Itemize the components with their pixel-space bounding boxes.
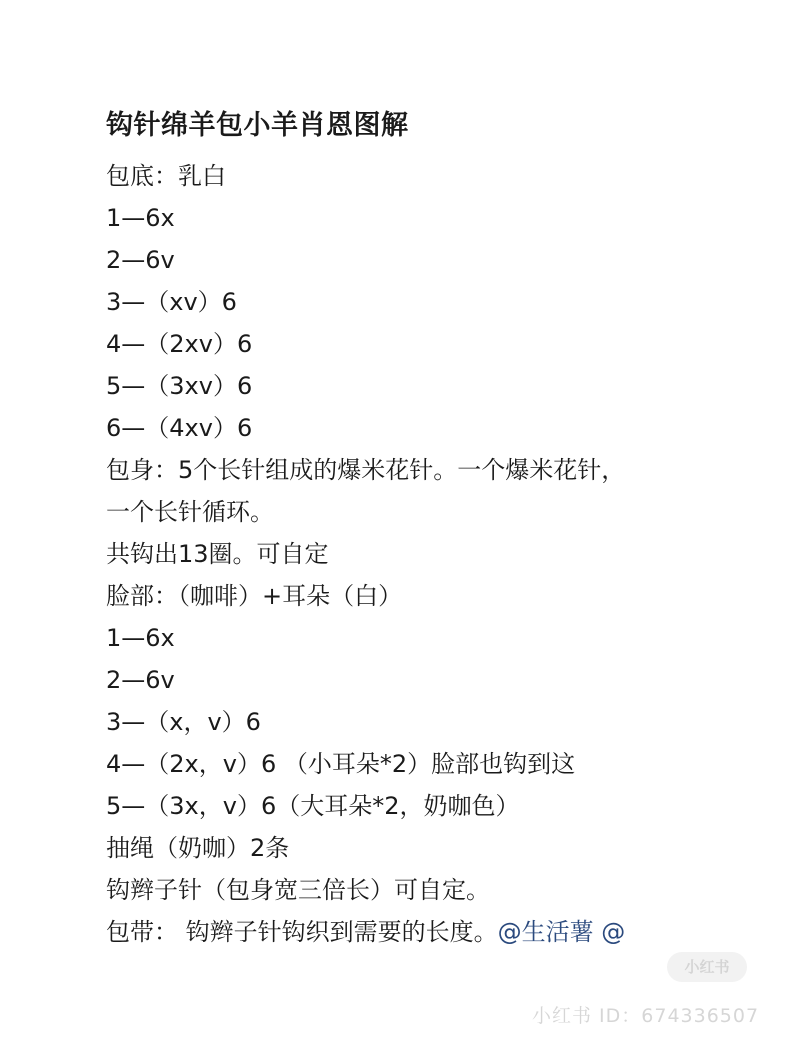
pattern-line-face-round-2: 2—6v — [106, 666, 175, 694]
pattern-line-body-rounds: 共钩出13圈。可自定 — [106, 540, 329, 568]
pattern-line-face-round-1: 1—6x — [106, 624, 175, 652]
pattern-line-base-round-3: 3—（xv）6 — [106, 288, 237, 316]
pattern-line-base-round-5: 5—（3xv）6 — [106, 372, 253, 400]
pattern-line-base-round-2: 2—6v — [106, 246, 175, 274]
pattern-line-face-round-4: 4—（2x，v）6 （小耳朵*2）脸部也钩到这 — [106, 750, 576, 778]
pattern-line-body-2: 一个长针循环。 — [106, 498, 274, 526]
document-title: 钩针绵羊包小羊肖恩图解 — [106, 110, 409, 141]
pattern-line-face-round-5: 5—（3x，v）6（大耳朵*2，奶咖色） — [106, 792, 520, 820]
author-mention-link[interactable]: @生活薯 @ — [497, 918, 626, 946]
pattern-line-body-1: 包身：5个长针组成的爆米花针。一个爆米花针， — [106, 456, 626, 484]
pattern-text — [106, 155, 625, 953]
pattern-line-face-color: 脸部：（咖啡）+耳朵（白） — [106, 582, 403, 610]
watermark-id-text: 小红书 ID：674336507 — [532, 1005, 760, 1027]
pattern-line-base-color: 包底：乳白 — [106, 162, 226, 190]
pattern-line-face-round-3: 3—（x，v）6 — [106, 708, 261, 736]
pattern-line-base-round-1: 1—6x — [106, 204, 175, 232]
pattern-line-drawstring: 抽绳（奶咖）2条 — [106, 834, 290, 862]
xiaohongshu-logo: 小红书 — [667, 952, 747, 982]
pattern-line-chain: 钩辫子针（包身宽三倍长）可自定。 — [106, 876, 490, 904]
pattern-line-base-round-4: 4—（2xv）6 — [106, 330, 253, 358]
pattern-line-strap — [106, 911, 625, 953]
pattern-line-base-round-6: 6—（4xv）6 — [106, 414, 253, 442]
strap-text: 包带： 钩辫子针钩织到需要的长度。 — [106, 918, 498, 946]
